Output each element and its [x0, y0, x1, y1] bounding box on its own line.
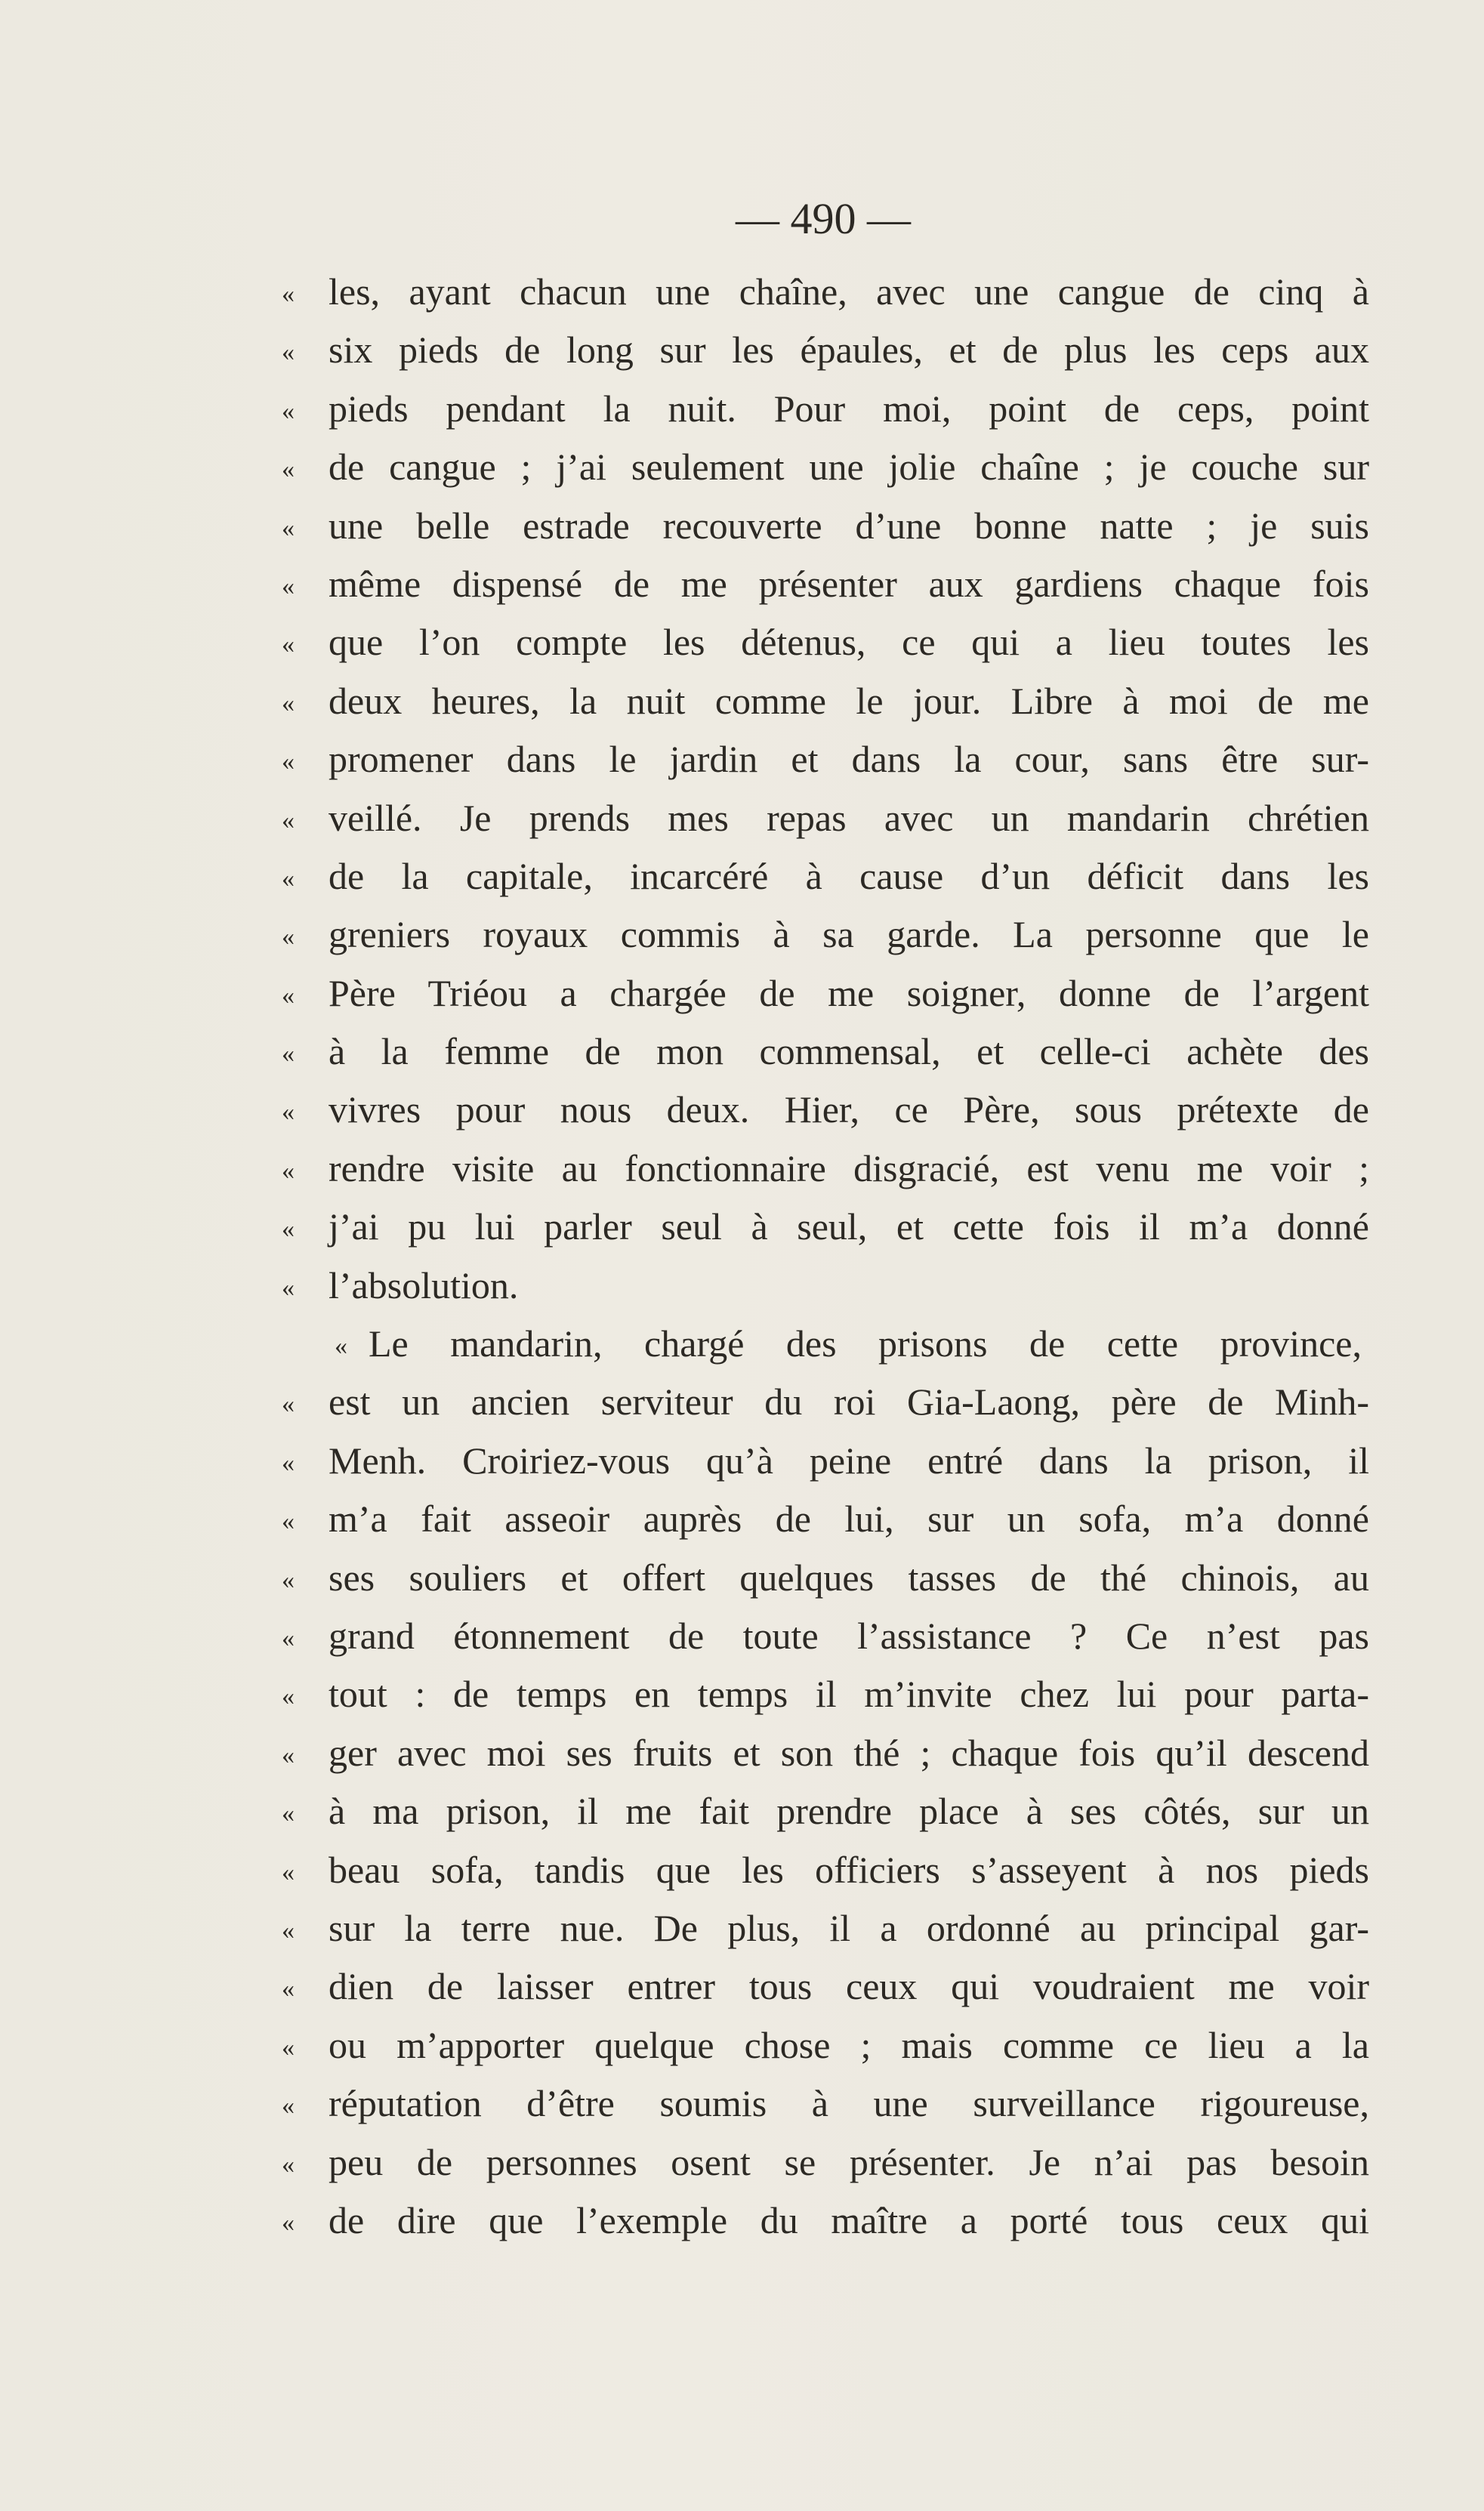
text-line: [282, 2075, 1384, 2133]
text-line: [282, 1665, 1384, 1723]
quote-mark: «: [282, 2092, 295, 2121]
line-text: ses souliers et offert quelques tasses de thé chinois, au: [329, 1556, 1369, 1599]
line-text: réputation d’être soumis à une surveillance rigoureuse,: [329, 2082, 1369, 2125]
line-text: Menh. Croiriez-vous qu’à peine entré dans la prison, il: [329, 1439, 1369, 1482]
text-line: [282, 438, 1384, 496]
quote-mark: «: [282, 1800, 295, 1828]
line-text: à la femme de mon commensal, et celle-ci achète des: [329, 1030, 1369, 1073]
text-line: [282, 964, 1384, 1023]
quote-mark: «: [282, 1507, 295, 1536]
line-text: beau sofa, tandis que les officiers s’asseyent à nos pieds: [329, 1848, 1369, 1891]
quote-mark: «: [282, 1215, 295, 1244]
quote-mark: «: [282, 1040, 295, 1069]
text-line: [282, 730, 1384, 788]
quote-mark: «: [282, 455, 295, 484]
quote-mark: «: [282, 2208, 295, 2237]
text-line: [282, 1140, 1384, 1198]
text-line: [282, 672, 1384, 730]
quote-mark: «: [282, 2150, 295, 2179]
text-line: [282, 555, 1384, 613]
line-text: l’absolution.: [329, 1263, 519, 1306]
text-line: [282, 1724, 1384, 1782]
quote-mark: «: [282, 1858, 295, 1886]
line-text: de cangue ; j’ai seulement une jolie chaîne ; je couche sur: [329, 446, 1369, 489]
line-text: m’a fait asseoir auprès de lui, sur un sofa, m’a donné: [329, 1498, 1369, 1541]
quote-mark: «: [282, 1390, 295, 1419]
line-text: ou m’apporter quelque chose ; mais comme ce lieu a la: [329, 2023, 1369, 2066]
quote-mark: «: [282, 572, 295, 600]
line-text: promener dans le jardin et dans la cour, sans être sur-: [329, 738, 1369, 781]
text-line: [282, 1490, 1384, 1548]
quote-mark: «: [282, 2033, 295, 2062]
quote-mark: «: [282, 514, 295, 542]
text-line: [282, 2133, 1384, 2192]
text-line: [282, 1257, 1384, 1315]
page-body: [282, 263, 1384, 2302]
text-line: [282, 613, 1384, 671]
quote-mark: «: [282, 1683, 295, 1711]
line-text: six pieds de long sur les épaules, et de plus les ceps aux: [329, 329, 1369, 372]
line-text: grand étonnement de toute l’assistance ? Ce n’est pas: [329, 1614, 1369, 1657]
quote-mark: «: [282, 396, 295, 425]
quote-mark: «: [335, 1332, 347, 1361]
line-text: une belle estrade recouverte d’une bonne natte ; je suis: [329, 504, 1369, 547]
text-line: [282, 1081, 1384, 1139]
text-line: [282, 1198, 1384, 1256]
quote-mark: «: [282, 748, 295, 776]
text-line: [282, 1023, 1384, 1081]
quote-mark: «: [282, 1156, 295, 1185]
page-number: — 490 —: [736, 194, 911, 243]
text-line: [282, 1373, 1384, 1431]
line-text: tout : de temps en temps il m’invite chez lui pour parta-: [329, 1673, 1369, 1716]
line-text: de la capitale, incarcéré à cause d’un déficit dans les: [329, 854, 1369, 897]
text-line: [282, 905, 1384, 964]
quote-mark: «: [282, 1975, 295, 2004]
line-text: les, ayant chacun une chaîne, avec une cangue de cinq à: [329, 270, 1369, 313]
text-line: [282, 847, 1384, 905]
quote-mark: «: [282, 1741, 295, 1769]
text-line: [282, 2016, 1384, 2075]
text-line: [282, 1607, 1384, 1665]
line-text: pieds pendant la nuit. Pour moi, point de ceps, point: [329, 387, 1369, 430]
quote-mark: «: [282, 864, 295, 893]
line-text: vivres pour nous deux. Hier, ce Père, sous prétexte de: [329, 1088, 1369, 1131]
quote-mark: «: [282, 1448, 295, 1477]
text-line: [282, 380, 1384, 438]
line-text: à ma prison, il me fait prendre place à ses côtés, sur un: [329, 1790, 1369, 1833]
line-text: de dire que l’exemple du maître a porté tous ceux qui: [329, 2198, 1369, 2241]
line-text: veillé. Je prends mes repas avec un mandarin chrétien: [329, 796, 1369, 839]
text-line: [282, 1899, 1384, 1957]
paragraph-start-line: [282, 1315, 1384, 1373]
line-text: que l’on compte les détenus, ce qui a lieu toutes les: [329, 621, 1369, 664]
quote-mark: «: [282, 689, 295, 717]
quote-mark: «: [282, 631, 295, 659]
line-text: j’ai pu lui parler seul à seul, et cette fois il m’a donné: [329, 1205, 1369, 1248]
line-text: Père Triéou a chargée de me soigner, donne de l’argent: [329, 971, 1369, 1014]
text-line: [282, 1549, 1384, 1607]
quote-mark: «: [282, 806, 295, 834]
quote-mark: «: [282, 1916, 295, 1945]
text-line: [282, 1957, 1384, 2016]
quote-mark: «: [282, 338, 295, 367]
line-text: Le mandarin, chargé des prisons de cette province,: [369, 1322, 1362, 1365]
text-line: [282, 321, 1384, 379]
text-line: [282, 789, 1384, 847]
text-line: [282, 1841, 1384, 1899]
quote-mark: «: [282, 1098, 295, 1127]
quote-mark: «: [282, 1273, 295, 1302]
line-text: sur la terre nue. De plus, il a ordonné au principal gar-: [329, 1906, 1369, 1949]
text-line: [282, 497, 1384, 555]
line-text: ger avec moi ses fruits et son thé ; chaque fois qu’il descend: [329, 1731, 1369, 1774]
line-text: est un ancien serviteur du roi Gia-Laong, père de Minh-: [329, 1380, 1369, 1424]
quote-mark: «: [282, 280, 295, 308]
line-text: rendre visite au fonctionnaire disgracié, est venu me voir ;: [329, 1146, 1369, 1189]
line-text: greniers royaux commis à sa garde. La personne que le: [329, 913, 1369, 956]
text-line: [282, 263, 1384, 321]
line-text: même dispensé de me présenter aux gardiens chaque fois: [329, 562, 1369, 605]
quote-mark: «: [282, 1624, 295, 1652]
quote-mark: «: [282, 981, 295, 1010]
quote-mark: «: [282, 923, 295, 952]
text-line: [282, 1782, 1384, 1840]
quote-mark: «: [282, 1566, 295, 1594]
line-text: deux heures, la nuit comme le jour. Libre à moi de me: [329, 679, 1369, 722]
text-line: [282, 1432, 1384, 1490]
line-text: peu de personnes osent se présenter. Je n’ai pas besoin: [329, 2140, 1369, 2183]
line-text: dien de laisser entrer tous ceux qui voudraient me voir: [329, 1965, 1369, 2008]
text-line: [282, 2192, 1384, 2250]
